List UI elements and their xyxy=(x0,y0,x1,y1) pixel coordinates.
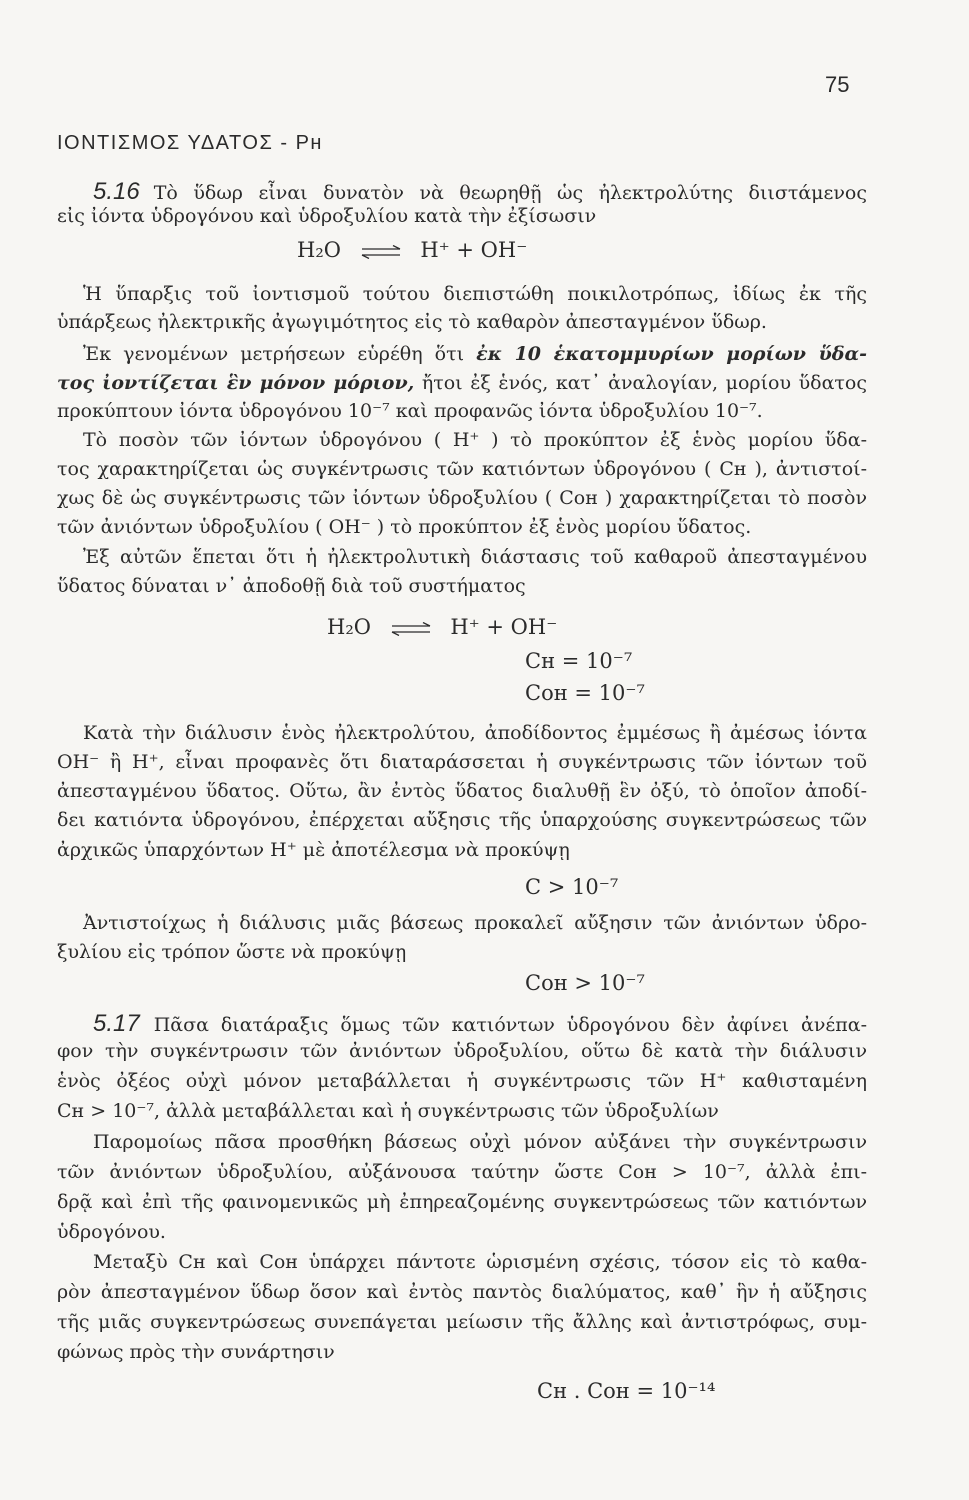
equation: H₂O H⁺ + OH⁻ xyxy=(297,238,528,262)
paragraph-line: ὕδατος δύναται ν᾽ ἀποδοθῇ διὰ τοῦ συστήματος xyxy=(57,575,526,597)
paragraph-line: Ἐξ αὐτῶν ἕπεται ὅτι ἡ ἠλεκτρολυτικὴ διάστασις τοῦ καθαροῦ ἀπεσταγμένου xyxy=(83,546,867,568)
paragraph-line: Ἀντιστοίχως ἡ διάλυσις μιᾶς βάσεως προκαλεῖ αὔξησιν τῶν ἀνιόντων ὑδρο- xyxy=(83,912,867,934)
paragraph-line: τῆς μιᾶς συγκεντρώσεως συνεπάγεται μείωσιν τῆς ἄλλης καὶ ἀντιστρόφως, συμ- xyxy=(57,1311,867,1333)
equation: Cон > 10⁻⁷ xyxy=(525,971,645,995)
paragraph-line: ἑνὸς ὀξέος οὐχὶ μόνον μεταβάλλεται ἡ συγκέντρωσις τῶν H⁺ καθισταμένη xyxy=(57,1070,867,1092)
paragraph-line: Κατὰ τὴν διάλυσιν ἑνὸς ἠλεκτρολύτου, ἀποδίδοντος ἐμμέσως ἢ ἀμέσως ἰόντα xyxy=(83,722,867,744)
paragraph-line: Ἐκ γενομένων μετρήσεων εὑρέθη ὅτι ἐκ 10 ἑκατομμυρίων μορίων ὕδα- xyxy=(83,343,867,365)
equation: Cн = 10⁻⁷ xyxy=(525,649,633,673)
section-number: 5.17 xyxy=(93,1010,140,1037)
equilibrium-arrows-icon xyxy=(390,622,432,636)
page-number: 75 xyxy=(825,72,850,97)
paragraph-line: Ἡ ὕπαρξις τοῦ ἰοντισμοῦ τούτου διεπιστώθη ποικιλοτρόπως, ἰδίως ἐκ τῆς xyxy=(83,283,867,305)
paragraph-line: φον τὴν συγκέντρωσιν τῶν ἀνιόντων ὑδροξυλίου, οὕτω δὲ κατὰ τὴν διάλυσιν xyxy=(57,1040,867,1062)
paragraph-line: φώνως πρὸς τὴν συνάρτησιν xyxy=(57,1341,335,1363)
paragraph-line: χως δὲ ὡς συγκέντρωσις τῶν ἰόντων ὑδροξυλίου ( Cон ) χαρακτηρίζεται τὸ ποσὸν xyxy=(57,487,867,509)
equation: H₂O H⁺ + OH⁻ xyxy=(327,615,558,639)
paragraph-line: 5.16 Τὸ ὕδωρ εἶναι δυνατὸν νὰ θεωρηθῇ ὡς ἠλεκτρολύτης διιστάμενος xyxy=(93,178,867,205)
equation: Cон = 10⁻⁷ xyxy=(525,681,645,705)
equation: Cн . Cон = 10⁻¹⁴ xyxy=(537,1379,716,1403)
paragraph-line: Τὸ ποσὸν τῶν ἰόντων ὑδρογόνου ( H⁺ ) τὸ προκύπτον ἐξ ἑνὸς μορίου ὕδα- xyxy=(83,429,867,451)
paragraph-line: Μεταξὺ Cн καὶ Cон ὑπάρχει πάντοτε ὡρισμένη σχέσις, τόσον εἰς τὸ καθα- xyxy=(93,1251,867,1273)
paragraph-line: εἰς ἰόντα ὑδρογόνου καὶ ὑδροξυλίου κατὰ τὴν ἐξίσωσιν xyxy=(57,205,597,227)
paragraph-line: ρὸν ἀπεσταγμένον ὕδωρ ὅσον καὶ ἐντὸς παντὸς διαλύματος, καθ᾽ ἣν ἡ αὔξησις xyxy=(57,1281,867,1303)
paragraph-line: δρᾷ καὶ ἐπὶ τῆς φαινομενικῶς μὴ ἐπηρεαζομένης συγκεντρώσεως τῶν κατιόντων xyxy=(57,1191,867,1213)
paragraph-line: ἀπεσταγμένου ὕδατος. Οὕτω, ἂν ἐντὸς ὕδατος διαλυθῇ ἓν ὀξύ, τὸ ὁποῖον ἀποδί- xyxy=(57,780,867,802)
paragraph-line: τῶν ἀνιόντων ὑδροξυλίου ( OH⁻ ) τὸ προκύπτον ἐξ ἑνὸς μορίου ὕδατος. xyxy=(57,516,752,538)
paragraph-line: Cн > 10⁻⁷, ἀλλὰ μεταβάλλεται καὶ ἡ συγκέντρωσις τῶν ὑδροξυλίων xyxy=(57,1100,719,1122)
paragraph-line: δει κατιόντα ὑδρογόνου, ἐπέρχεται αὔξησις τῆς ὑπαρχούσης συγκεντρώσεως τῶν xyxy=(57,809,867,831)
equilibrium-arrows-icon xyxy=(360,245,402,259)
paragraph-line: ὑδρογόνου. xyxy=(57,1221,166,1243)
running-header: ΙΟΝΤΙΣΜΟΣ ΥΔΑΤΟΣ - Pн xyxy=(57,132,323,154)
paragraph-line: τος χαρακτηρίζεται ὡς συγκέντρωσις τῶν κατιόντων ὑδρογόνου ( Cн ), ἀντιστοί- xyxy=(57,458,867,480)
paragraph-line: τος ἰοντίζεται ἓν μόνον μόριον, ἤτοι ἐξ ἑνός, κατ᾽ ἀναλογίαν, μορίου ὕδατος xyxy=(57,372,867,394)
equation: C > 10⁻⁷ xyxy=(525,875,619,899)
paragraph-line: Παρομοίως πᾶσα προσθήκη βάσεως οὐχὶ μόνον αὐξάνει τὴν συγκέντρωσιν xyxy=(93,1131,867,1153)
paragraph-line: 5.17 Πᾶσα διατάραξις ὅμως τῶν κατιόντων ὑδρογόνου δὲν ἀφίνει ἀνέπα- xyxy=(93,1010,867,1037)
paragraph-line: OH⁻ ἢ H⁺, εἶναι προφανὲς ὅτι διαταράσσεται ἡ συγκέντρωσις τῶν ἰόντων τοῦ xyxy=(57,751,867,773)
paragraph-line: προκύπτουν ἰόντα ὑδρογόνου 10⁻⁷ καὶ προφανῶς ἰόντα ὑδροξυλίου 10⁻⁷. xyxy=(57,400,763,422)
paragraph-line: ἀρχικῶς ὑπαρχόντων H⁺ μὲ ἀποτέλεσμα νὰ προκύψῃ xyxy=(57,839,570,861)
paragraph-line: ξυλίου εἰς τρόπον ὥστε νὰ προκύψῃ xyxy=(57,941,407,963)
paragraph-line: τῶν ἀνιόντων ὑδροξυλίου, αὐξάνουσα ταύτην ὥστε Cон > 10⁻⁷, ἀλλὰ ἐπι- xyxy=(57,1161,867,1183)
paragraph-line: ὑπάρξεως ἠλεκτρικῆς ἀγωγιμότητος εἰς τὸ καθαρὸν ἀπεσταγμένον ὕδωρ. xyxy=(57,311,767,333)
section-number: 5.16 xyxy=(93,178,140,205)
